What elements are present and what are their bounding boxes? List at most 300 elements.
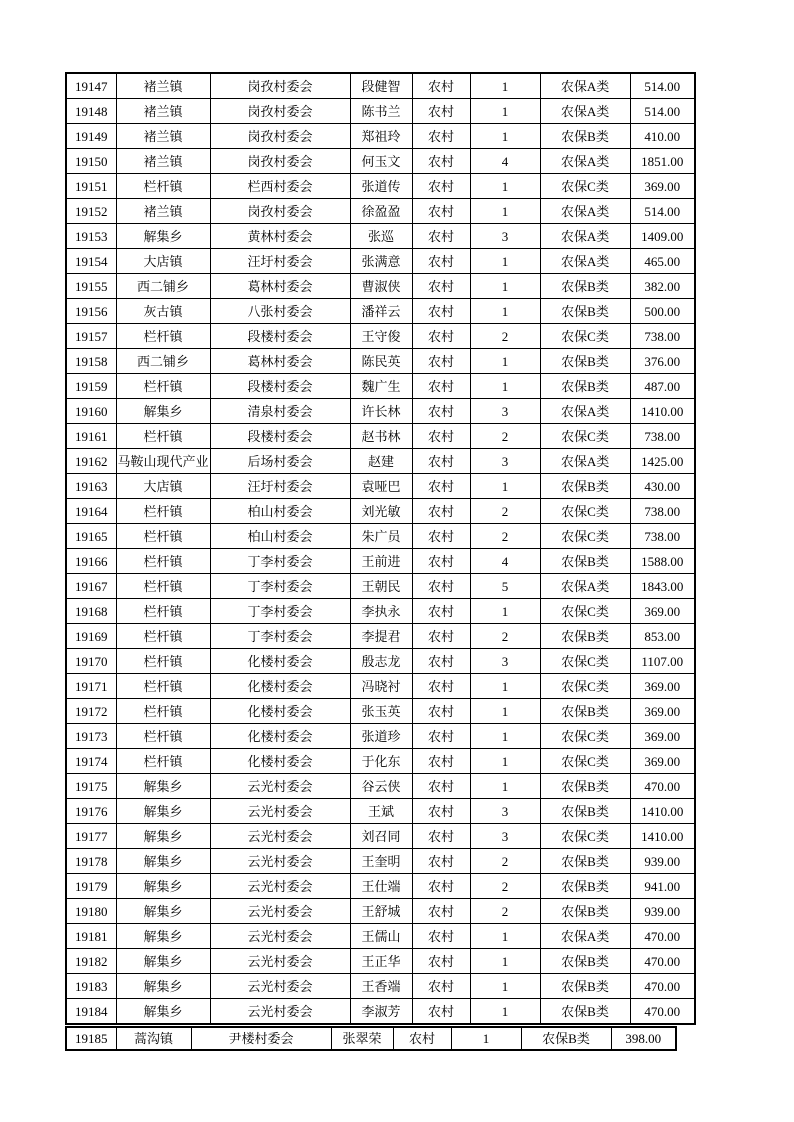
cell-count: 3 [470, 799, 540, 824]
cell-category: 农保C类 [540, 524, 630, 549]
cell-village: 云光村委会 [210, 974, 350, 999]
cell-residence: 农村 [412, 924, 470, 949]
cell-village: 云光村委会 [210, 899, 350, 924]
cell-category: 农保B类 [540, 774, 630, 799]
cell-town: 栏杆镇 [116, 499, 210, 524]
cell-person: 李提君 [350, 624, 412, 649]
cell-category: 农保B类 [540, 999, 630, 1025]
cell-id: 19149 [66, 124, 116, 149]
cell-count: 2 [470, 499, 540, 524]
cell-count: 4 [470, 149, 540, 174]
cell-village: 段楼村委会 [210, 374, 350, 399]
cell-amount: 514.00 [630, 199, 695, 224]
cell-id: 19151 [66, 174, 116, 199]
cell-village: 岗孜村委会 [210, 124, 350, 149]
cell-id: 19183 [66, 974, 116, 999]
cell-category: 农保B类 [540, 124, 630, 149]
cell-id: 19171 [66, 674, 116, 699]
cell-residence: 农村 [412, 799, 470, 824]
cell-residence: 农村 [412, 424, 470, 449]
cell-town: 栏杆镇 [116, 424, 210, 449]
cell-person: 刘召同 [350, 824, 412, 849]
table-row [66, 924, 695, 949]
table-row [66, 724, 695, 749]
cell-count: 1 [470, 699, 540, 724]
table-row [66, 349, 695, 374]
cell-id: 19155 [66, 274, 116, 299]
table-row [66, 449, 695, 474]
cell-amount: 1410.00 [630, 799, 695, 824]
cell-residence: 农村 [412, 499, 470, 524]
cell-person: 李执永 [350, 599, 412, 624]
cell-residence: 农村 [412, 674, 470, 699]
cell-residence: 农村 [412, 299, 470, 324]
cell-amount: 398.00 [611, 1027, 676, 1050]
table-row [66, 274, 695, 299]
cell-town: 栏杆镇 [116, 174, 210, 199]
table-row [66, 1027, 676, 1050]
table-row [66, 374, 695, 399]
cell-id: 19153 [66, 224, 116, 249]
cell-residence: 农村 [412, 224, 470, 249]
cell-amount: 500.00 [630, 299, 695, 324]
table-row [66, 199, 695, 224]
cell-town: 解集乡 [116, 949, 210, 974]
cell-residence: 农村 [412, 899, 470, 924]
table-row [66, 249, 695, 274]
cell-count: 1 [470, 299, 540, 324]
cell-person: 张巡 [350, 224, 412, 249]
cell-amount: 1851.00 [630, 149, 695, 174]
cell-town: 西二铺乡 [116, 349, 210, 374]
cell-category: 农保B类 [540, 974, 630, 999]
cell-person: 张翠荣 [331, 1027, 393, 1050]
cell-count: 1 [470, 274, 540, 299]
cell-residence: 农村 [412, 574, 470, 599]
cell-count: 1 [470, 749, 540, 774]
cell-category: 农保A类 [540, 924, 630, 949]
table-row [66, 549, 695, 574]
table-row [66, 974, 695, 999]
cell-town: 栏杆镇 [116, 649, 210, 674]
cell-amount: 369.00 [630, 599, 695, 624]
cell-town: 西二铺乡 [116, 274, 210, 299]
table-row [66, 749, 695, 774]
cell-town: 褚兰镇 [116, 99, 210, 124]
cell-person: 王奎明 [350, 849, 412, 874]
cell-category: 农保B类 [540, 349, 630, 374]
cell-person: 陈民英 [350, 349, 412, 374]
cell-amount: 470.00 [630, 774, 695, 799]
cell-town: 栏杆镇 [116, 549, 210, 574]
cell-town: 栏杆镇 [116, 324, 210, 349]
cell-village: 丁李村委会 [210, 574, 350, 599]
cell-residence: 农村 [412, 999, 470, 1025]
cell-town: 栏杆镇 [116, 524, 210, 549]
cell-count: 2 [470, 424, 540, 449]
cell-amount: 369.00 [630, 674, 695, 699]
table-row [66, 499, 695, 524]
cell-village: 段楼村委会 [210, 324, 350, 349]
cell-residence: 农村 [412, 699, 470, 724]
cell-residence: 农村 [412, 174, 470, 199]
cell-town: 解集乡 [116, 399, 210, 424]
cell-amount: 430.00 [630, 474, 695, 499]
cell-count: 2 [470, 524, 540, 549]
cell-id: 19176 [66, 799, 116, 824]
cell-residence: 农村 [412, 73, 470, 99]
cell-person: 袁哑巴 [350, 474, 412, 499]
cell-village: 岗孜村委会 [210, 199, 350, 224]
cell-village: 汪圩村委会 [210, 249, 350, 274]
table-row [66, 474, 695, 499]
cell-village: 丁李村委会 [210, 624, 350, 649]
cell-category: 农保C类 [540, 674, 630, 699]
cell-residence: 农村 [412, 624, 470, 649]
cell-town: 褚兰镇 [116, 124, 210, 149]
cell-person: 陈书兰 [350, 99, 412, 124]
table-row [66, 124, 695, 149]
cell-count: 1 [451, 1027, 521, 1050]
benefits-table-body [66, 73, 695, 1024]
table-row [66, 424, 695, 449]
cell-id: 19167 [66, 574, 116, 599]
cell-amount: 369.00 [630, 699, 695, 724]
cell-count: 5 [470, 574, 540, 599]
cell-amount: 738.00 [630, 324, 695, 349]
cell-village: 云光村委会 [210, 874, 350, 899]
cell-residence: 农村 [412, 324, 470, 349]
cell-count: 1 [470, 974, 540, 999]
cell-town: 解集乡 [116, 774, 210, 799]
cell-person: 张玉英 [350, 699, 412, 724]
cell-count: 1 [470, 949, 540, 974]
cell-town: 解集乡 [116, 974, 210, 999]
cell-town: 解集乡 [116, 874, 210, 899]
cell-count: 1 [470, 374, 540, 399]
cell-village: 云光村委会 [210, 799, 350, 824]
table-row [66, 174, 695, 199]
cell-residence: 农村 [412, 949, 470, 974]
cell-residence: 农村 [412, 749, 470, 774]
cell-id: 19178 [66, 849, 116, 874]
cell-count: 1 [470, 249, 540, 274]
cell-village: 云光村委会 [210, 849, 350, 874]
cell-village: 清泉村委会 [210, 399, 350, 424]
cell-village: 云光村委会 [210, 824, 350, 849]
cell-category: 农保C类 [540, 599, 630, 624]
table-row [66, 849, 695, 874]
cell-person: 王儒山 [350, 924, 412, 949]
cell-id: 19157 [66, 324, 116, 349]
cell-person: 谷云侠 [350, 774, 412, 799]
cell-person: 徐盈盈 [350, 199, 412, 224]
cell-village: 化楼村委会 [210, 699, 350, 724]
cell-person: 刘光敏 [350, 499, 412, 524]
cell-category: 农保A类 [540, 99, 630, 124]
cell-category: 农保C类 [540, 824, 630, 849]
cell-category: 农保B类 [540, 474, 630, 499]
cell-amount: 738.00 [630, 424, 695, 449]
cell-residence: 农村 [412, 149, 470, 174]
cell-count: 3 [470, 824, 540, 849]
table-row [66, 899, 695, 924]
table-row [66, 699, 695, 724]
cell-category: 农保B类 [540, 299, 630, 324]
cell-village: 尹楼村委会 [191, 1027, 331, 1050]
cell-id: 19180 [66, 899, 116, 924]
cell-amount: 1425.00 [630, 449, 695, 474]
table-row [66, 399, 695, 424]
cell-town: 解集乡 [116, 899, 210, 924]
cell-town: 解集乡 [116, 924, 210, 949]
cell-town: 栏杆镇 [116, 724, 210, 749]
cell-id: 19152 [66, 199, 116, 224]
cell-person: 王香端 [350, 974, 412, 999]
cell-residence: 农村 [412, 824, 470, 849]
cell-count: 2 [470, 849, 540, 874]
cell-residence: 农村 [412, 549, 470, 574]
cell-town: 栏杆镇 [116, 624, 210, 649]
cell-residence: 农村 [412, 199, 470, 224]
cell-count: 3 [470, 399, 540, 424]
table-row [66, 99, 695, 124]
table-row [66, 874, 695, 899]
cell-count: 1 [470, 349, 540, 374]
cell-id: 19177 [66, 824, 116, 849]
cell-category: 农保A类 [540, 73, 630, 99]
cell-amount: 1107.00 [630, 649, 695, 674]
cell-count: 1 [470, 474, 540, 499]
cell-town: 灰古镇 [116, 299, 210, 324]
table-row [66, 224, 695, 249]
cell-amount: 1410.00 [630, 824, 695, 849]
cell-residence: 农村 [412, 399, 470, 424]
cell-category: 农保B类 [540, 549, 630, 574]
cell-amount: 1409.00 [630, 224, 695, 249]
cell-town: 蒿沟镇 [116, 1027, 191, 1050]
cell-count: 3 [470, 649, 540, 674]
cell-person: 潘祥云 [350, 299, 412, 324]
cell-residence: 农村 [412, 849, 470, 874]
cell-amount: 514.00 [630, 73, 695, 99]
cell-village: 葛林村委会 [210, 274, 350, 299]
cell-residence: 农村 [412, 874, 470, 899]
cell-id: 19156 [66, 299, 116, 324]
cell-amount: 853.00 [630, 624, 695, 649]
cell-town: 栏杆镇 [116, 599, 210, 624]
cell-amount: 376.00 [630, 349, 695, 374]
cell-id: 19179 [66, 874, 116, 899]
cell-category: 农保B类 [540, 274, 630, 299]
cell-residence: 农村 [412, 274, 470, 299]
cell-category: 农保C类 [540, 724, 630, 749]
cell-residence: 农村 [412, 649, 470, 674]
cell-person: 许长林 [350, 399, 412, 424]
cell-count: 1 [470, 999, 540, 1025]
cell-amount: 514.00 [630, 99, 695, 124]
cell-town: 解集乡 [116, 849, 210, 874]
cell-id: 19165 [66, 524, 116, 549]
cell-id: 19154 [66, 249, 116, 274]
cell-village: 化楼村委会 [210, 724, 350, 749]
cell-residence: 农村 [412, 524, 470, 549]
cell-id: 19181 [66, 924, 116, 949]
cell-id: 19162 [66, 449, 116, 474]
cell-person: 张道珍 [350, 724, 412, 749]
cell-category: 农保C类 [540, 649, 630, 674]
cell-category: 农保A类 [540, 224, 630, 249]
cell-count: 1 [470, 774, 540, 799]
cell-count: 3 [470, 224, 540, 249]
cell-village: 云光村委会 [210, 949, 350, 974]
cell-category: 农保A类 [540, 249, 630, 274]
cell-category: 农保C类 [540, 749, 630, 774]
cell-person: 魏广生 [350, 374, 412, 399]
table-row [66, 324, 695, 349]
cell-residence: 农村 [393, 1027, 451, 1050]
cell-amount: 410.00 [630, 124, 695, 149]
cell-person: 冯晓衬 [350, 674, 412, 699]
cell-person: 张道传 [350, 174, 412, 199]
cell-person: 王守俊 [350, 324, 412, 349]
cell-village: 化楼村委会 [210, 749, 350, 774]
cell-count: 1 [470, 674, 540, 699]
cell-person: 王正华 [350, 949, 412, 974]
cell-village: 黄林村委会 [210, 224, 350, 249]
table-row [66, 999, 695, 1025]
cell-town: 褚兰镇 [116, 73, 210, 99]
table-row [66, 649, 695, 674]
table-row [66, 824, 695, 849]
cell-town: 大店镇 [116, 249, 210, 274]
cell-town: 解集乡 [116, 999, 210, 1025]
cell-residence: 农村 [412, 724, 470, 749]
cell-count: 1 [470, 73, 540, 99]
cell-id: 19170 [66, 649, 116, 674]
cell-id: 19160 [66, 399, 116, 424]
benefits-table-continued-body [66, 1027, 676, 1050]
cell-id: 19169 [66, 624, 116, 649]
cell-village: 汪圩村委会 [210, 474, 350, 499]
cell-amount: 470.00 [630, 974, 695, 999]
cell-amount: 941.00 [630, 874, 695, 899]
cell-category: 农保A类 [540, 574, 630, 599]
cell-village: 八张村委会 [210, 299, 350, 324]
cell-village: 岗孜村委会 [210, 73, 350, 99]
cell-town: 褚兰镇 [116, 199, 210, 224]
table-row [66, 299, 695, 324]
cell-person: 郑祖玲 [350, 124, 412, 149]
cell-category: 农保C类 [540, 499, 630, 524]
cell-person: 王仕端 [350, 874, 412, 899]
cell-town: 马鞍山现代产业 [116, 449, 210, 474]
cell-town: 栏杆镇 [116, 699, 210, 724]
cell-town: 栏杆镇 [116, 574, 210, 599]
cell-town: 解集乡 [116, 799, 210, 824]
cell-category: 农保C类 [540, 174, 630, 199]
cell-village: 柏山村委会 [210, 499, 350, 524]
cell-id: 19163 [66, 474, 116, 499]
cell-town: 褚兰镇 [116, 149, 210, 174]
benefits-table-continued [65, 1026, 677, 1051]
cell-residence: 农村 [412, 599, 470, 624]
cell-id: 19173 [66, 724, 116, 749]
cell-amount: 487.00 [630, 374, 695, 399]
cell-person: 王朝民 [350, 574, 412, 599]
cell-person: 段健智 [350, 73, 412, 99]
cell-category: 农保A类 [540, 399, 630, 424]
cell-category: 农保B类 [540, 949, 630, 974]
table-row [66, 599, 695, 624]
cell-town: 栏杆镇 [116, 674, 210, 699]
cell-residence: 农村 [412, 774, 470, 799]
cell-town: 栏杆镇 [116, 374, 210, 399]
cell-amount: 382.00 [630, 274, 695, 299]
cell-count: 1 [470, 99, 540, 124]
cell-person: 殷志龙 [350, 649, 412, 674]
cell-id: 19159 [66, 374, 116, 399]
cell-village: 丁李村委会 [210, 599, 350, 624]
cell-village: 丁李村委会 [210, 549, 350, 574]
cell-residence: 农村 [412, 124, 470, 149]
cell-amount: 1588.00 [630, 549, 695, 574]
cell-count: 1 [470, 124, 540, 149]
cell-category: 农保C类 [540, 424, 630, 449]
cell-residence: 农村 [412, 249, 470, 274]
table-row [66, 949, 695, 974]
cell-category: 农保C类 [540, 324, 630, 349]
cell-id: 19161 [66, 424, 116, 449]
cell-count: 1 [470, 599, 540, 624]
cell-amount: 470.00 [630, 999, 695, 1025]
cell-count: 2 [470, 899, 540, 924]
cell-count: 2 [470, 624, 540, 649]
cell-village: 岗孜村委会 [210, 99, 350, 124]
cell-village: 云光村委会 [210, 774, 350, 799]
cell-id: 19174 [66, 749, 116, 774]
cell-category: 农保A类 [540, 449, 630, 474]
cell-person: 于化东 [350, 749, 412, 774]
cell-town: 大店镇 [116, 474, 210, 499]
cell-residence: 农村 [412, 974, 470, 999]
cell-category: 农保A类 [540, 199, 630, 224]
cell-category: 农保A类 [540, 149, 630, 174]
cell-residence: 农村 [412, 374, 470, 399]
cell-category: 农保B类 [540, 374, 630, 399]
cell-amount: 470.00 [630, 949, 695, 974]
cell-amount: 738.00 [630, 524, 695, 549]
cell-town: 栏杆镇 [116, 749, 210, 774]
cell-count: 1 [470, 924, 540, 949]
cell-id: 19166 [66, 549, 116, 574]
cell-residence: 农村 [412, 99, 470, 124]
table-row [66, 524, 695, 549]
cell-id: 19182 [66, 949, 116, 974]
cell-amount: 465.00 [630, 249, 695, 274]
table-row [66, 674, 695, 699]
cell-town: 解集乡 [116, 224, 210, 249]
cell-amount: 939.00 [630, 849, 695, 874]
cell-village: 葛林村委会 [210, 349, 350, 374]
cell-person: 赵书林 [350, 424, 412, 449]
cell-count: 1 [470, 174, 540, 199]
cell-village: 栏西村委会 [210, 174, 350, 199]
cell-category: 农保B类 [540, 874, 630, 899]
cell-id: 19158 [66, 349, 116, 374]
cell-amount: 1410.00 [630, 399, 695, 424]
cell-amount: 939.00 [630, 899, 695, 924]
